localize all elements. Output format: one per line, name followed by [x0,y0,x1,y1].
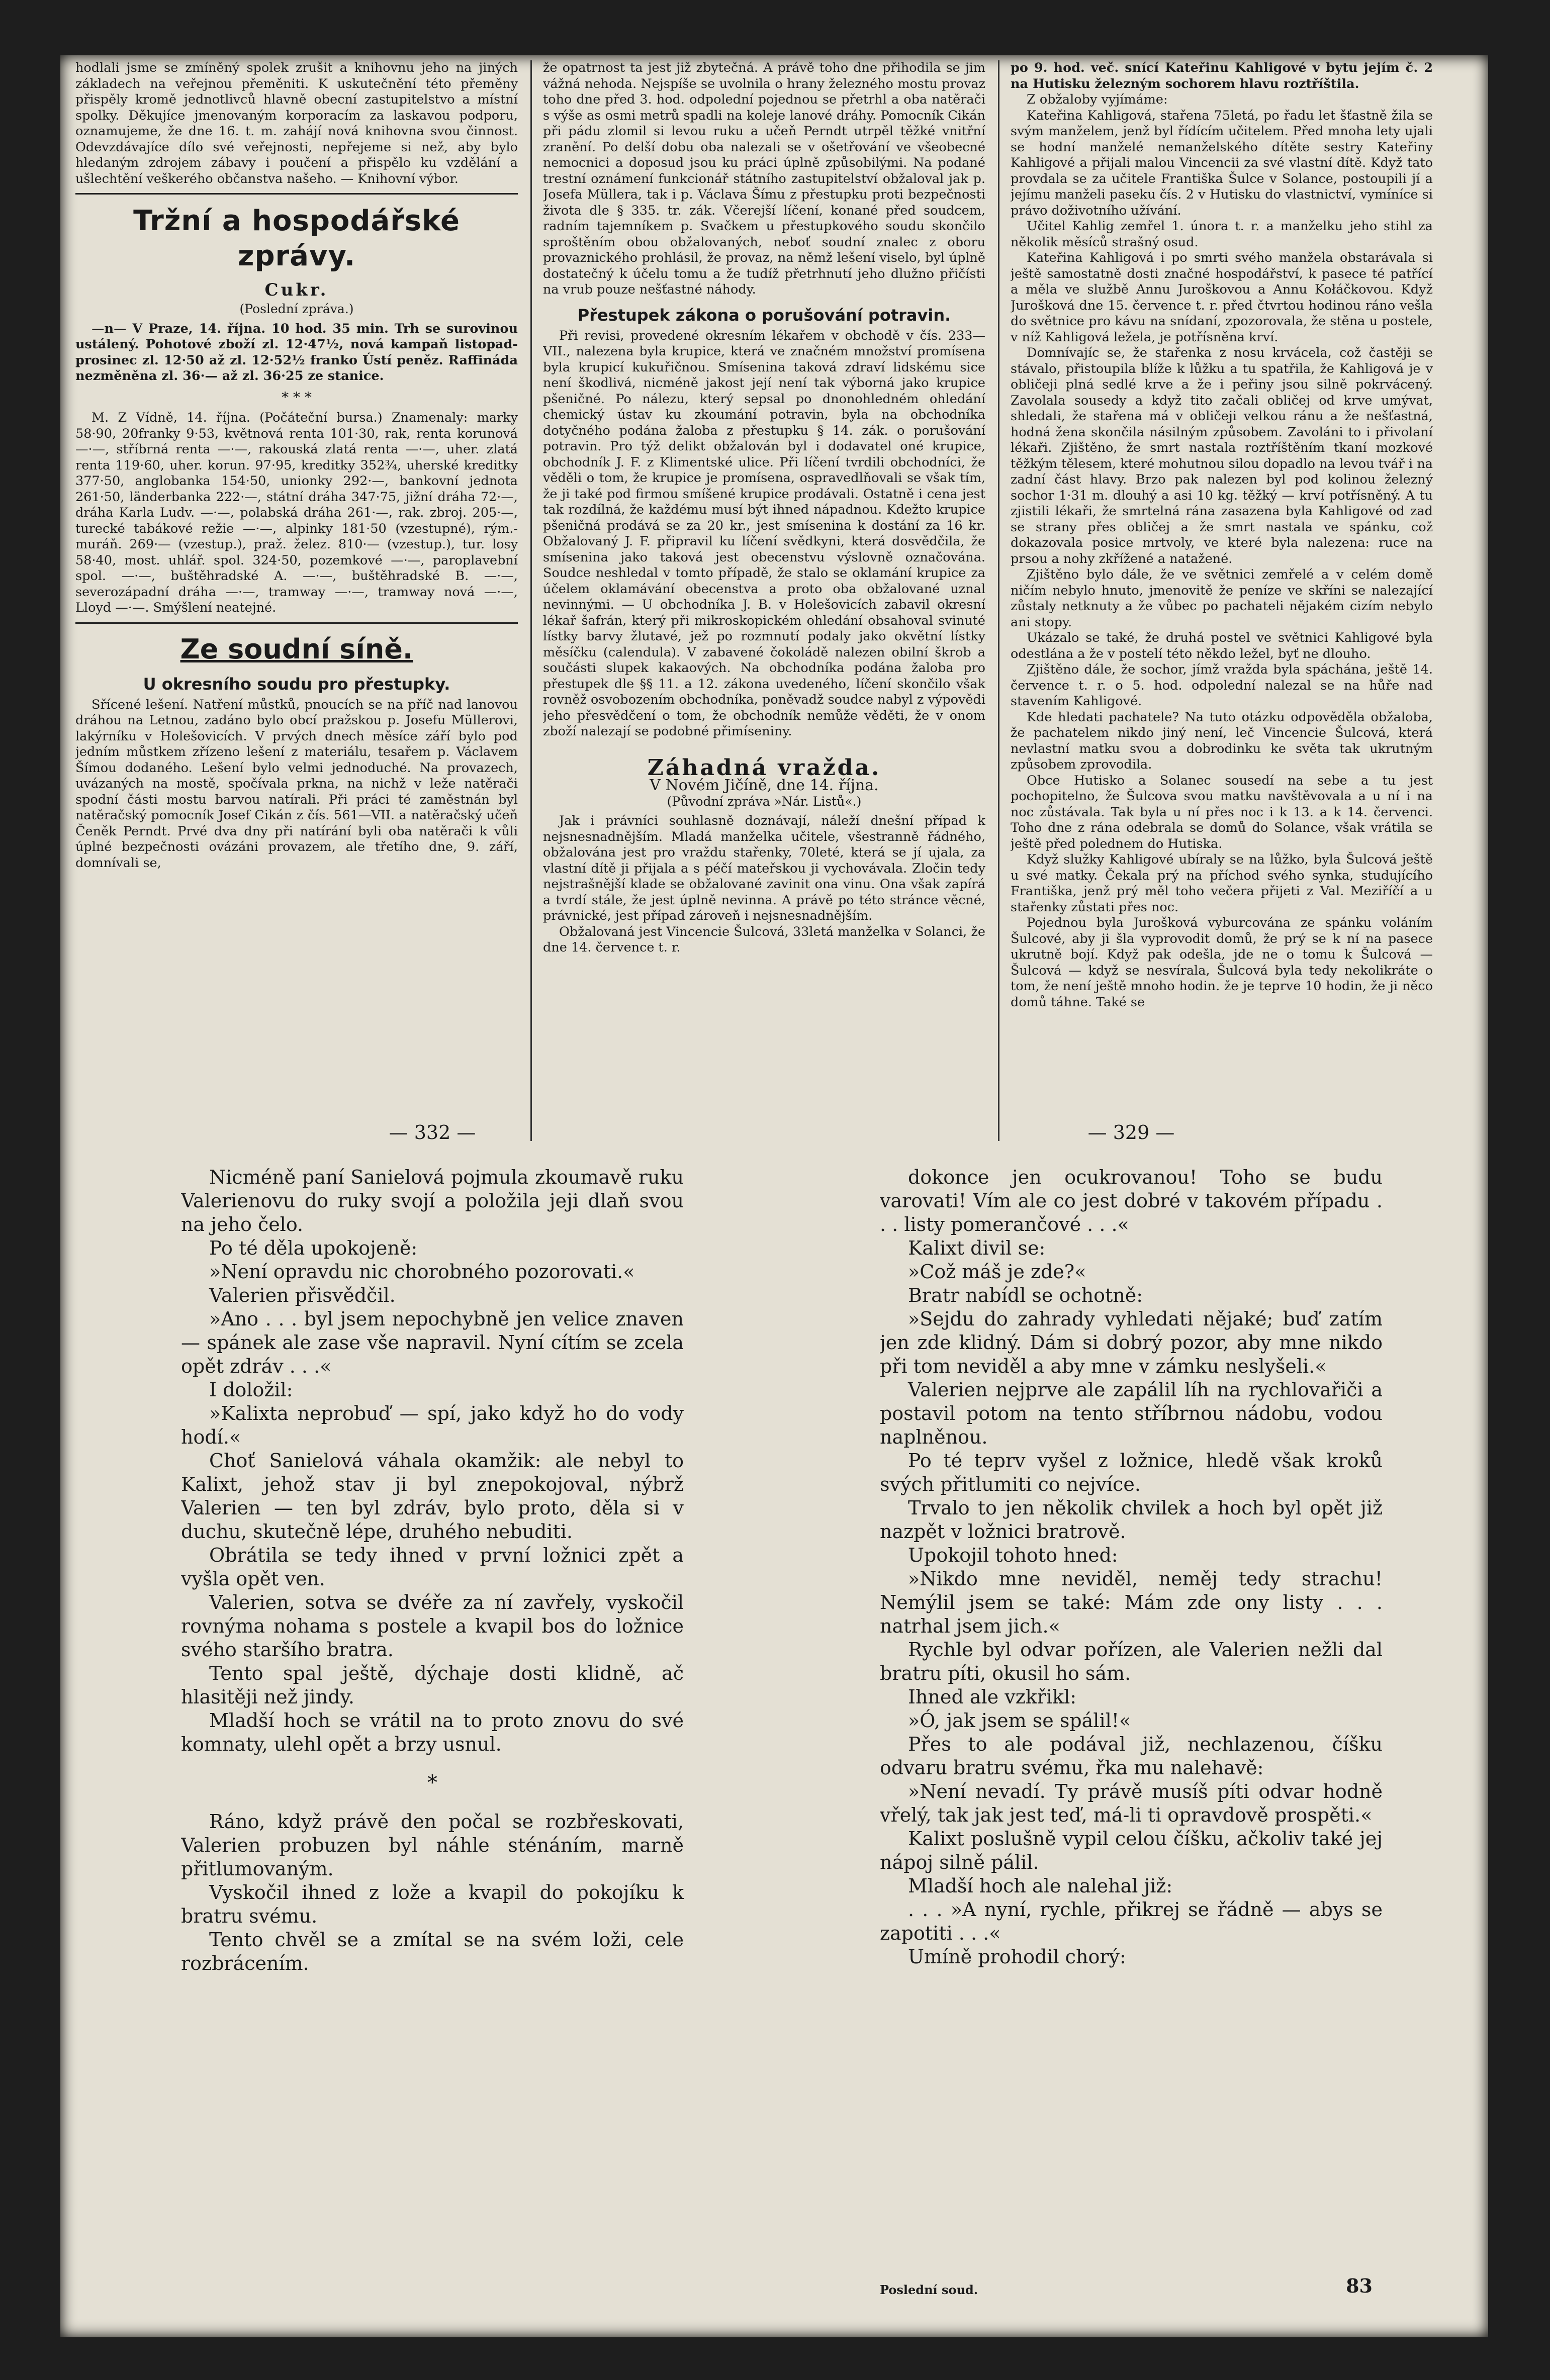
paragraph: Učitel Kahlig zemřel 1. února t. r. a manželku jeho stihl za několik měsíců strašný osud. [1011,219,1433,250]
paragraph: Nicméně paní Sanielová pojmula zkoumavě ruku Valerienovu do ruky svojí a položila jeji dlaň svou na jeho čelo. [181,1166,684,1235]
paragraph: »Ano . . . byl jsem nepochybně jen velice znaven — spánek ale zase vše napravil. Nyní cítím se zcela opět zdráv . . .« [181,1308,684,1377]
murder-article-continued: po 9. hod. več. snící Kateřinu Kahligové v bytu jejím č. 2 na Hutisku železným sochorem hlavu roztříštila. [1011,60,1433,91]
divider [75,622,518,624]
novel-page-right [880,1121,1383,2317]
paragraph: Zjištěno dále, že sochor, jímž vražda byla spáchána, ještě 14. července t. r. o 5. hod. odpolední nalezal se na hůře nad stavením Kahligové. [1011,662,1433,709]
food-law-title: Přestupek zákona o porušování potravin. [577,305,951,325]
murder-title: Záhadná vražda. [647,754,881,781]
column-rule [530,60,532,1141]
food-law-article: Při revisi, provedené okresním lékařem v obchodě v čís. 233—VII., nalezena byla krupice, která ve značném množství promísena byla krupicí kukuřičnou. Smísenina taková zdraví lidskému sice není škodlivá, nicméně jakost její není tak výborná jako krupice pšeničné. Po nálezu, který sepsal po dnonohledném ohledání chemický ústav ku zkoumání potravin, byla na obchodníka dotyčného podána žaloba z přestupku § 14. zák. o porušování potravin. Pro týž delikt obžalován byl i dodavatel oné krupice, obchodník J. F. z Klimentské ulice. Při líčení tvrdili obchodníci, že věděli o tom, že krupice je promísena, ospravedlňovali se však tím, že ji také pod firmou smíšené krupice prodávali. Ostatně i cena jest tak rozdílná, že každému musí být ihned nápadnou. Kdežto krupice pšeničná prodává se za 20 kr., jest smísenina k dostání za 16 kr. Obžalovaný J. F. připravil ku líčení svědkyni, která dosvědčila, že smísenina jako taková jest obecenstvu výslovně označována. Soudce neshledal v tomto případě, že stalo se oklamání krupice za účelem oklamávání obecenstva a proto oba obžalované uznal nevinnými. — U obchodníka J. B. v Holešovicích zabavil okresní lékař šafrán, který při mikroskopickém ohledání obsahoval svinuté lístky barvy žlutavé, jež po rozmnutí podaly jako okvětní lístky měsíčku (calendula). V zabavené čokoládě nalezen obilní škrob a součásti slupek kakaových. Na obchodníka podána žaloba pro přestupek dle §§ 11. a 12. zákona uvedeného, líčení skončilo však rovněž osvobozením obchodníka, poněvadž soudce nabyl z výpovědi jeho přesvědčení o tom, že obchodník nemůže věděti, že v onom zboží nalezají se podobné přimíseniny. [543,328,985,739]
column-2 [543,60,985,1141]
sugar-title: Cukr. [264,280,329,300]
paragraph: »Kalixta neprobuď — spí, jako když ho do vody hodí.« [181,1402,684,1448]
paragraph: Rychle byl odvar pořízen, ale Valerien nežli dal bratru píti, okusil ho sám. [880,1639,1383,1684]
prague-sugar-report: —n— V Praze, 14. října. 10 hod. 35 min. Trh se surovinou ustálený. Pohotové zboží zl. 12·47½, nová kampaň listopad-prosinec zl. 12·50 až zl. 12·52½ franko Ústí peněz. Raffináda nezměněna zl. 36·— až zl. 36·25 ze stanice. [75,321,518,384]
paragraph: Kateřina Kahligová, stařena 75letá, po řadu let šťastně žila se svým manželem, jenž byl řídícím učitelem. Před mnoha lety ujali se hodní manželé nemanželského dítěte sestry Kateřiny Kahligové a přijali malou Vincencii za své vlastní dítě. Když tato provdala se za učitele Františka Šulce v Solance, postoupili jí a jejímu manželi paseku čís. 2 v Hutisku do vlastnictví, vymíníce si právo doživotního užívání. [1011,108,1433,218]
sugar-note: (Poslední zpráva.) [239,302,354,316]
murder-article-intro: Jak i právníci souhlasně doznávají, náleží dnešní případ k nejsnesnadnějším. Mladá manželka učitele, všestranně řádného, obžalována jest pro vraždu stařenky, 70leté, která se jí ujala, za vlastní dítě ji přijala a s péčí mateřskou ji vychovávala. Zločin tedy nejstrašnější klade se obžalované zavinit ona vinu. Ona však zapírá a tvrdí stále, že jest úplně nevinna. A právě po této stránce věcné, právnické, jest případ zároveň i nejsnesnadnějším. [543,813,985,923]
paragraph: Valerien, sotva se dvéře za ní zavřely, vyskočil rovnýma nohama s postele a kvapil bos do ložnice svého staršího bratra. [181,1591,684,1661]
column-1 [75,60,518,1141]
paragraph: Choť Sanielová váhala okamžik: ale nebyl to Kalixt, jehož stav ji byl znepokojoval, nýbrž Valerien — ten byl zdráv, bylo proto, děla si v duchu, skutečně lépe, druhého nebuditi. [181,1450,684,1543]
paragraph: Valerien nejprve ale zapálil líh na rychlovařiči a postavil potom na tento stříbrnou nádobu, vodou naplněnou. [880,1379,1383,1448]
paragraph: »Není nevadí. Ty právě musíš píti odvar hodně vřelý, tak jak jest teď, má-li ti opravdově prospěti.« [880,1780,1383,1826]
paragraph: Ráno, když právě den počal se rozbřeskovati, Valerien probuzen byl náhle sténáním, marně přitlumovaným. [181,1811,684,1880]
divider [75,193,518,195]
indictment-heading: Z obžaloby vyjímáme: [1027,92,1168,107]
scaffold-article-continued: že opatrnost ta jest již zbytečná. A právě toho dne přihodila se jim vážná nehoda. Nejspíše se uvolnila o hrany železného mostu provaz toho dne před 3. hod. odpolední pojednou se přetrhl a oba natěrači s výše as osmi metrů spadli na koleje lanové dráhy. Pomocník Cikán při pádu zlomil si levou ruku a učeň Perndt utrpěl těžké vnitřní zranění. Po delší dobu oba nalezali se v ošetřování ve všeobecné nemocnici a doposud jsou ku práci úplně způsobilými. Na podané trestní oznámení funkcionář státního zastupitelství obžaloval jak p. Josefa Müllera, tak i p. Václava Šímu z přestupku proti bezpečnosti života dle § 335. tr. zák. Včerejší líčení, konané před soudcem, radním tajemníkem p. Svačkem u přestupkového soudu skončilo sproštěním obou obžalovaných, neboť soudní znalec z oboru provaznického prohlásil, že provaz, na němž lešení viselo, byl úplně dostatečný k účelu tomu a že tudíž přetrhnutí jeho dlužno přičísti na vrub pouze nešťastné náhody. [543,60,985,297]
column-rule [998,60,999,1141]
paragraph: Upokojil tohoto hned: [908,1544,1118,1566]
paragraph: Mladší hoch ale nalehal již: [908,1875,1173,1897]
paragraph: Bratr nabídl se ochotně: [908,1284,1143,1306]
paragraph: »Není opravdu nic chorobného pozorovati.« [209,1261,635,1283]
paragraph: Valerien přisvědčil. [209,1284,396,1306]
paragraph: Ukázalo se také, že druhá postel ve světnici Kahligové byla odestlána a že v postelí této někdo ležel, byť ne dlouho. [1011,630,1433,661]
paragraph: Zjištěno bylo dále, že ve světnici zemřelé a v celém domě ničím nebylo hnuto, jmenovitě že peníze ve skříni se nalezající zůstaly netknuty a že vůbec po pachateli nějakém cizím nebylo ani stopy. [1011,567,1433,630]
paragraph: »Sejdu do zahrady vyhledati nějaké; buď zatím jen zde klidný. Dám si dobrý pozor, aby mne nikdo při tom neviděl a aby mne v zámku neslyšeli.« [880,1308,1383,1377]
paragraph: »Ó, jak jsem se spálil!« [908,1709,1131,1732]
paragraph: Domnívajíc se, že stařenka z nosu krvácela, což častěji se stávalo, přistoupila blíže k lůžku a tu spatřila, že Kahligová je v obličeji plná sedlé krve a že i peřiny jsou silně pokrvácený. Zavolala sousedy a když tito začali obličej od krve umývat, shledali, že stařena má v obličeji velkou ránu a že nešťastná, hodná žena skončila násilným způsobem. Zavoláni to i přivolaní lékaři. Zjištěno, že smrt nastala roztříštěním tkaní mozkové těžkým tělesem, které mohutnou silou dopadlo na levou tvář i na zadní část hlavy. Brzo pak nalezen byl pod kolinou železný sochor 1·31 m. dlouhý a asi 10 kg. těžký — krví potřísněný. A tu zjistili lékaři, že smrtelná rána zasazena byla Kahligové od zad se strany přes obličej a že smrt nastala ve spánku, což dokazovala posice mrtvoly, ve které byla nalezena: ruce na prsou a nohy zkřížené a natažené. [1011,345,1433,566]
scaffold-collapse-article: Sřícené lešení. Natření můstků, pnoucích se na příč nad lanovou dráhou na Letnou, zadáno bylo obcí pražskou p. Josefu Müllerovi, lakýrníku v Holešovicích. V prvých dnech měsíce září bylo pod jedním můstkem zřízeno lešení z materiálu, tesařem p. Václavem Šímou dodaného. Lešení bylo velmi jednoduché. Na provazech, uvázaných na mostě, spočívala prkna, na nichž v leže natěrači spodní části mostu barvou natírali. Při práci té zaměstnán byl natěračský pomocník Josef Cikán z čís. 561—VII. a natěračský učeň Čeněk Perndt. Prvé dva dny při natírání byli oba natěrači k vůli úplné bezpečnosti ovázáni provazem, ale třetího dne, 9. září, domnívali se, [75,697,518,871]
murder-dateline: V Novém Jičíně, dne 14. října. [650,777,879,794]
paragraph: Po té teprv vyšel z ložnice, hledě však kroků svých přitlumiti co nejvíce. [880,1450,1383,1495]
novel-page-left [181,1121,684,2317]
paragraph: Pojednou byla Jurošková vyburcována ze spánku voláním Šulcové, aby ji šla vyprovodit domů, že prý se k ní na pasece ukrutně bojí. Když pak odešla, jde ne o tomu k Šulcová — Šulcová — když se nesvírala, Šulcová byla tedy nekolikráte o tom, že není ještě mnoho hodin. že je teprve 10 hodin, že ji něco domů táhne. Také se [1011,915,1433,1010]
district-court-title: U okresního soudu pro přestupky. [143,674,450,694]
paragraph: Trvalo to jen několik chvilek a hoch byl opět již nazpět v ložnici bratrově. [880,1497,1383,1543]
paragraph: Umíně prohodil chorý: [908,1946,1126,1968]
footer-title: Poslední soud. [880,2282,978,2297]
vienna-bourse-report: M. Z Vídně, 14. října. (Počáteční bursa.) Znamenaly: marky 58·90, 20franky 9·53, květnová renta 101·30, rak, renta korunová —·—, stříbrná renta —·—, rakouská zlatá renta —·—, uher. zlatá renta 119·60, uher. korun. 97·95, kreditky 352¾, uherské kreditky 377·50, anglobanka 154·50, unionky 292·—, bankovní jednota 261·50, länderbanka 222·—, státní dráha 347·75, jižní dráha 72·—, dráha Karla Ludv. —·—, polabská dráha 261·—, rak. zbroj. 205·—, turecké tabákové režie —·—, alpinky 181·50 (vzestupné), rým.-muráň. 269·— (vzestup.), praž. želez. 810·— (vzestup.), tur. losy 58·40, most. uhlář. spol. 324·50, pozemkové —·—, paroplavební spol. —·—, buštěhradské A. —·—, buštěhradské B. —·—, severozápadní dráha —·—, tramway —·—, tramway nová —·—, Lloyd —·—. Smýšlení neatejné. [75,410,518,615]
paragraph: I doložil: [209,1379,293,1401]
paragraph: Když služky Kahligové ubíraly se na lůžko, byla Šulcová ještě u své matky. Čekala prý na příchod svého synka, studujícího Františka, jenž prý měl toho večera přijeti z Val. Meziříčí a u stařenky zůstati přes noc. [1011,852,1433,915]
paragraph: »Což máš je zde?« [908,1261,1086,1283]
page-number: — 329 — [1087,1121,1175,1144]
stars-divider: * * * [282,389,312,406]
paragraph: Přes to ale podával již, nechlazenou, číšku odvaru bratru svému, řka mu nalehavě: [880,1733,1383,1779]
paragraph: Po té děla upokojeně: [209,1237,418,1259]
sheet-number: 83 [1346,2274,1373,2297]
paragraph: Kateřina Kahligová i po smrti svého manžela obstarávala si ještě samostatně dosti značné hospodářství, k pasece té patřící a měla ve službě Annu Juroškovou a Annu Kołáčkovou. Když Jurošková dne 15. července t. r. před čtvrtou hodinou ráno vešla do světnice pro kávu na snídaní, zpozorovala, že stěna u postele, v níž Kahligová ležela, je potřísněna krví. [1011,250,1433,345]
newspaper-upper-half [75,60,1433,1141]
murder-article-accused: Obžalovaná jest Vincencie Šulcová, 33letá manželka v Solanci, že dne 14. července t. r. [543,924,985,955]
court-section-title: Ze soudní síně. [180,633,413,665]
paragraph: Tento chvěl se a zmítal se na svém loži, cele rozbrácením. [181,1929,684,1974]
murder-source: (Původní zpráva »Nár. Listů«.) [667,794,862,809]
paragraph: »Nikdo mne neviděl, neměj tedy strachu! Nemýlil jsem se také: Mám zde ony listy . . . natrhal jsem jich.« [880,1568,1383,1637]
page-number: — 332 — [389,1121,476,1144]
paragraph: dokonce jen ocukrovanou! Toho se budu varovati! Vím ale co jest dobré v takovém případu . . . listy pomerančové . . .« [880,1166,1383,1235]
library-notice: hodlali jsme se zmíněný spolek zrušit a knihovnu jeho na jiných základech na veřejnou přeměniti. K uskutečnění této přeměny přispěly kromě jednotlivců hlavně obecní zastupitelstvo a místní spolky. Děkujíce jmenovaným korporacím za laskavou podporu, oznamujeme, že dne 16. t. m. zahájí nová knihovna svou činnost. Odevzdávajíce dílo své veřejnosti, nepřejeme si než, aby bylo hledaným zdrojem zábavy i poučení a přispělo ku vzdělání a ušlechtění veškerého občanstva našeho. — Knihovní výbor. [75,60,518,186]
market-section-title: Tržní a hospodářské zprávy. [133,205,460,272]
stars-divider: * [427,1771,437,1794]
paragraph: Obce Hutisko a Solanec sousedí na sebe a tu jest pochopitelno, že Šulcova svou matku navštěvovala a u ní i na noc zůstávala. Tak byla u ní přes noc i k 13. a k 14. červenci. Toho dne z rána odebrala se domů do Solance, však vrátila se ještě před polednem do Hutiska. [1011,773,1433,851]
paragraph: Tento spal ještě, dýchaje dosti klidně, ač hlasitěji než jindy. [181,1662,684,1708]
column-3 [1011,60,1433,1141]
paragraph: Ihned ale vzkřikl: [908,1686,1077,1708]
paragraph: Kalixt divil se: [908,1237,1046,1259]
paragraph: . . . »A nyní, rychle, přikrej se řádně — abys se zapotiti . . .« [880,1898,1383,1944]
paragraph: Kde hledati pachatele? Na tuto otázku odpověděla obžaloba, že pachatelem nikdo jiný není, leč Vincencie Šulcová, která nevlastní matku svou a dobrodinku ke světa tak ukrutným způsobem zprovodila. [1011,709,1433,772]
paragraph: Vyskočil ihned z lože a kvapil do pokojíku k bratru svému. [181,1881,684,1927]
serial-novel-half [75,1121,1433,2317]
paragraph: Obrátila se tedy ihned v první ložnici zpět a vyšla opět ven. [181,1544,684,1590]
paragraph: Kalixt poslušně vypil celou číšku, ačkoliv také jej nápoj silně pálil. [880,1828,1383,1873]
paragraph: Mladší hoch se vrátil na to proto znovu do své komnaty, ulehl opět a brzy usnul. [181,1709,684,1755]
